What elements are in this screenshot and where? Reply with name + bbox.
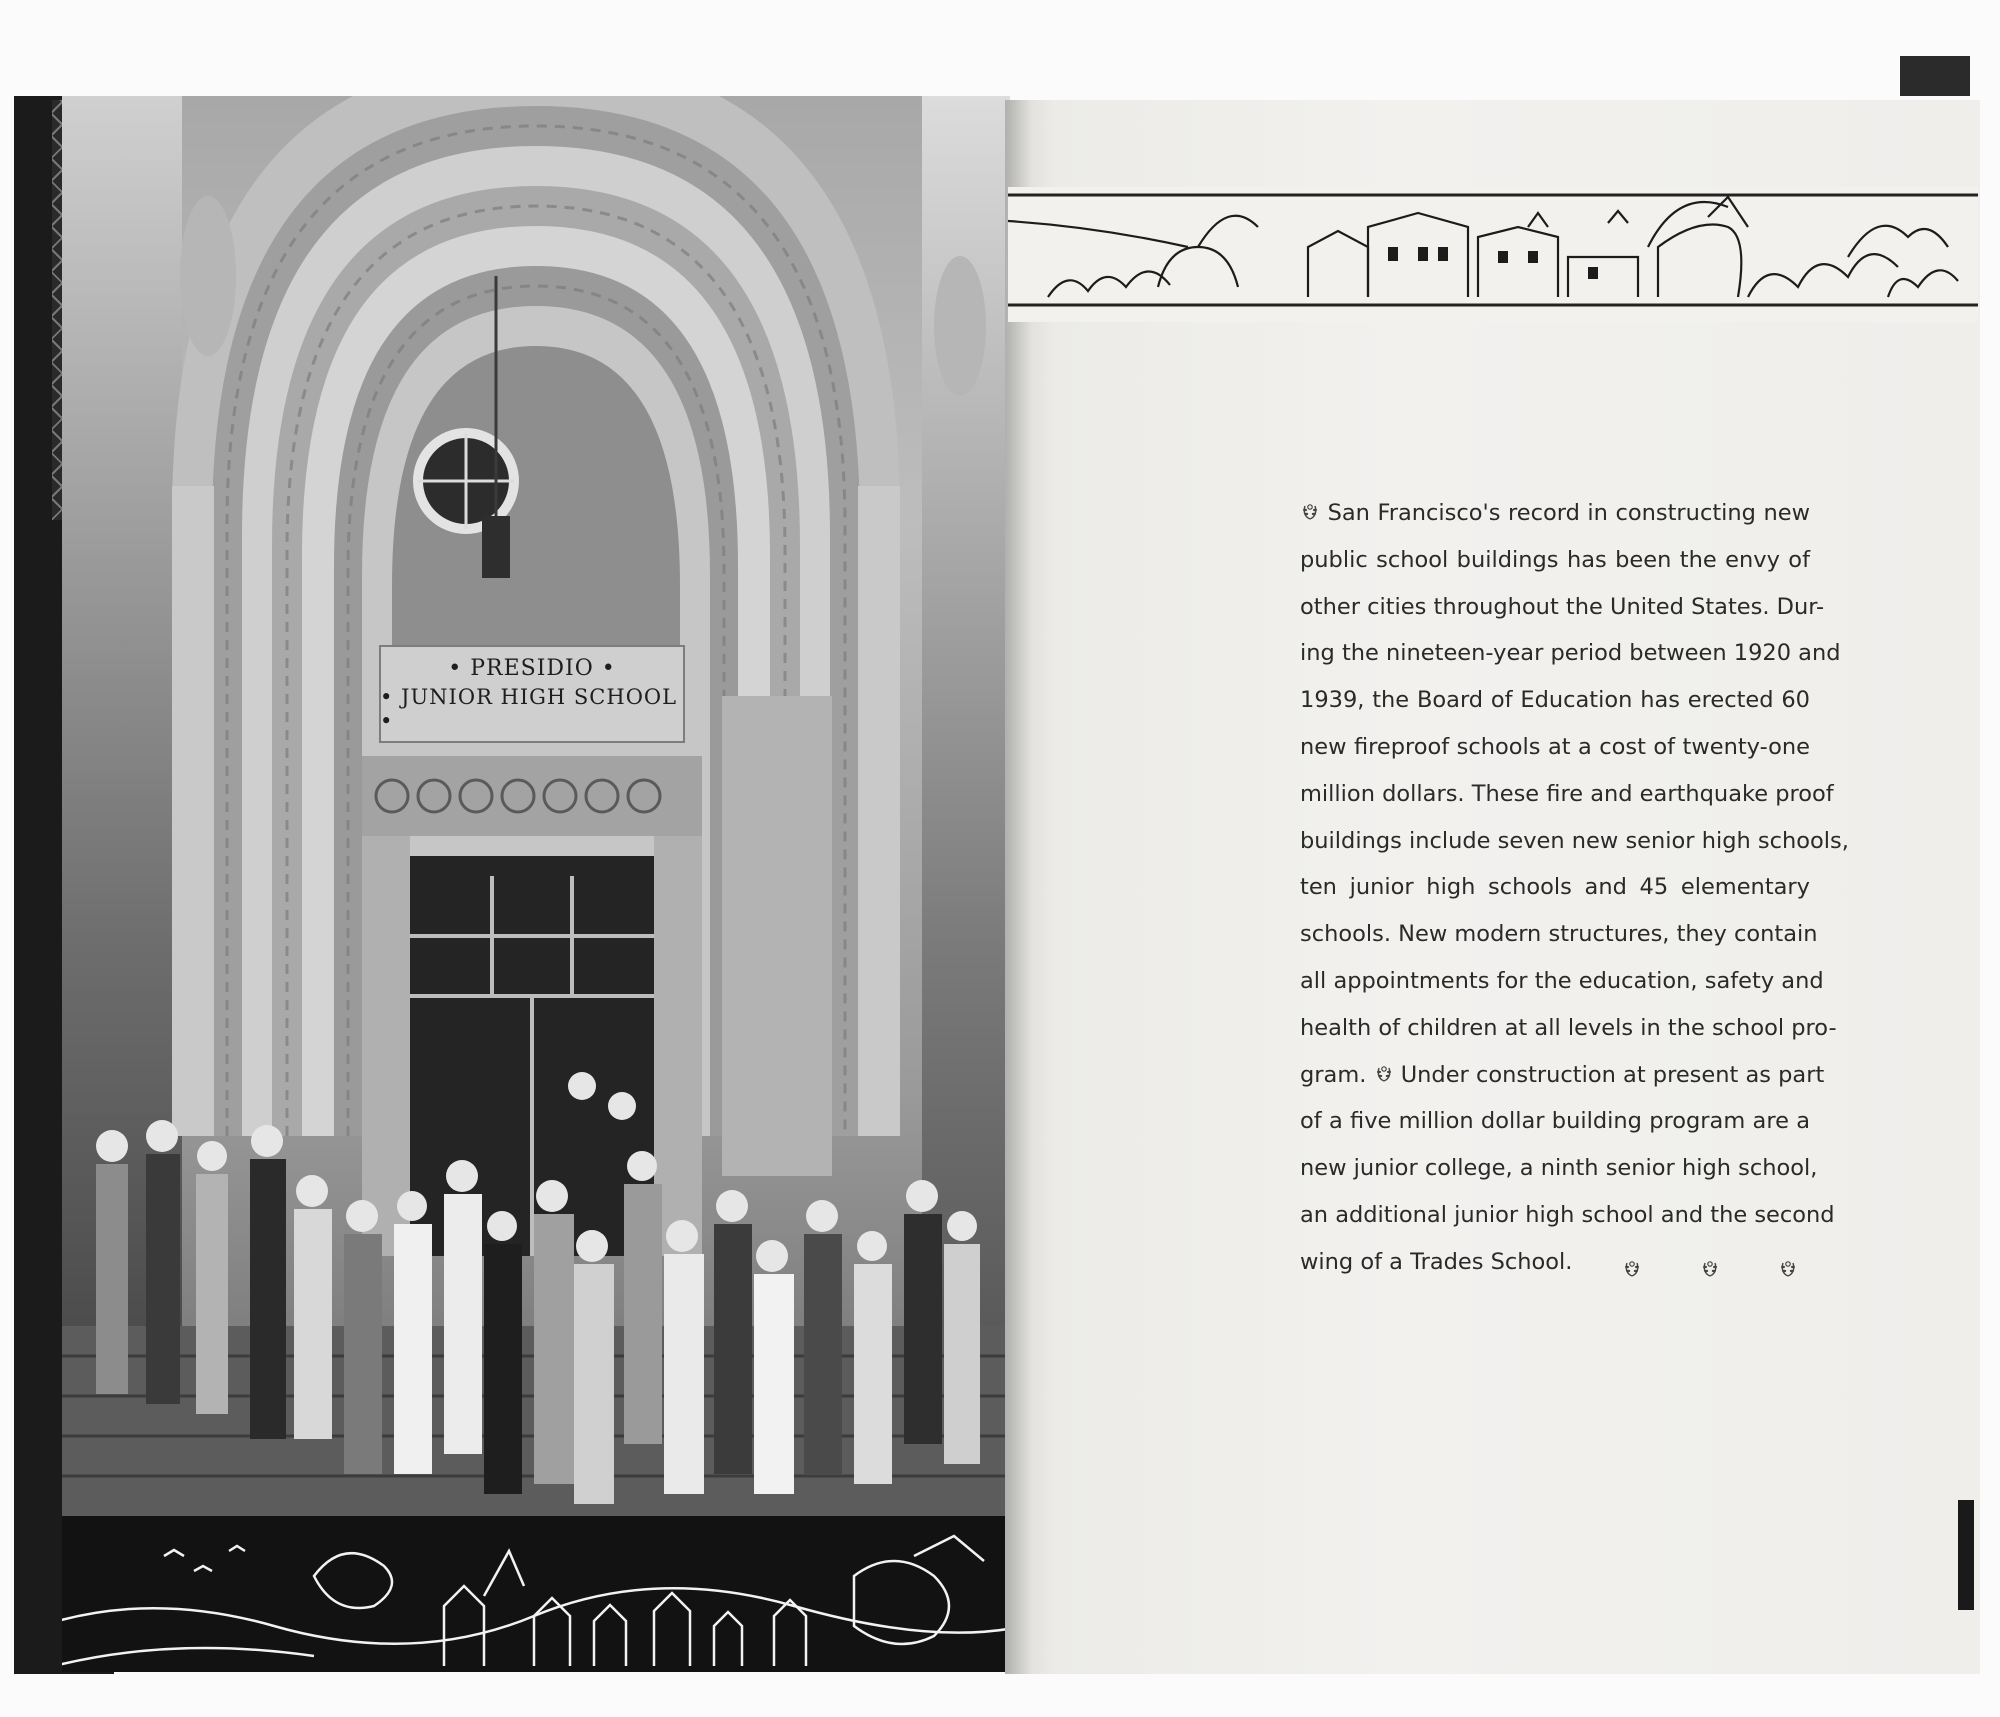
- text-line: ten junior high schools and 45 elementary: [1300, 874, 1810, 901]
- body-paragraph: [1300, 490, 1849, 1286]
- laurel-ornament-icon: [1622, 1259, 1642, 1279]
- sign-line-1: • PRESIDIO •: [448, 655, 616, 681]
- spine-shadow: [1005, 100, 1031, 1674]
- sign-line-2: • JUNIOR HIGH SCHOOL •: [380, 684, 678, 733]
- text-line: other cities throughout the United States. Dur-: [1300, 593, 1825, 620]
- text-line: schools. New modern structures, they contain: [1300, 921, 1818, 948]
- city-skyline-banner: [1008, 187, 1978, 322]
- text-line: wing of a Trades School.: [1300, 1248, 1573, 1275]
- mural-illustration: [62, 1516, 1010, 1672]
- text-line: health of children at all levels in the school pro-: [1300, 1014, 1837, 1041]
- text-line: San Francisco's record in constructing new: [1300, 490, 1810, 537]
- left-page: [62, 96, 1010, 1672]
- text-line: of a five million dollar building program are a: [1300, 1108, 1810, 1135]
- text-line: all appointments for the education, safety and: [1300, 967, 1824, 994]
- pioneer-mural-strip: [62, 1516, 1010, 1672]
- laurel-ornament-icon: [1300, 502, 1320, 522]
- text-line: public school buildings has been the envy of: [1300, 546, 1810, 573]
- laurel-ornament-icon: [1700, 1259, 1720, 1279]
- text-line: buildings include seven new senior high schools,: [1300, 827, 1849, 854]
- laurel-ornament-icon: [1778, 1259, 1798, 1279]
- text-line: ing the nineteen-year period between 1920 and: [1300, 640, 1841, 667]
- arch-illustration: [62, 96, 1010, 1516]
- under-page-edge: [1900, 56, 1970, 96]
- text-line: million dollars. These fire and earthquake proof: [1300, 780, 1834, 807]
- text-line: new junior college, a ninth senior high school,: [1300, 1155, 1818, 1182]
- school-name-sign: [380, 646, 684, 742]
- text-line: 1939, the Board of Education has erected 60: [1300, 687, 1810, 714]
- text-line: gram. Under construction at present as part: [1300, 1061, 1825, 1088]
- text-line: new fireproof schools at a cost of twenty-one: [1300, 733, 1810, 760]
- closing-ornaments: [1622, 1259, 1798, 1279]
- laurel-ornament-icon: [1374, 1064, 1394, 1084]
- text-line: an additional junior high school and the second: [1300, 1201, 1835, 1228]
- page-edge-strip: [1958, 1500, 1974, 1610]
- school-entrance-photo: [62, 96, 1010, 1516]
